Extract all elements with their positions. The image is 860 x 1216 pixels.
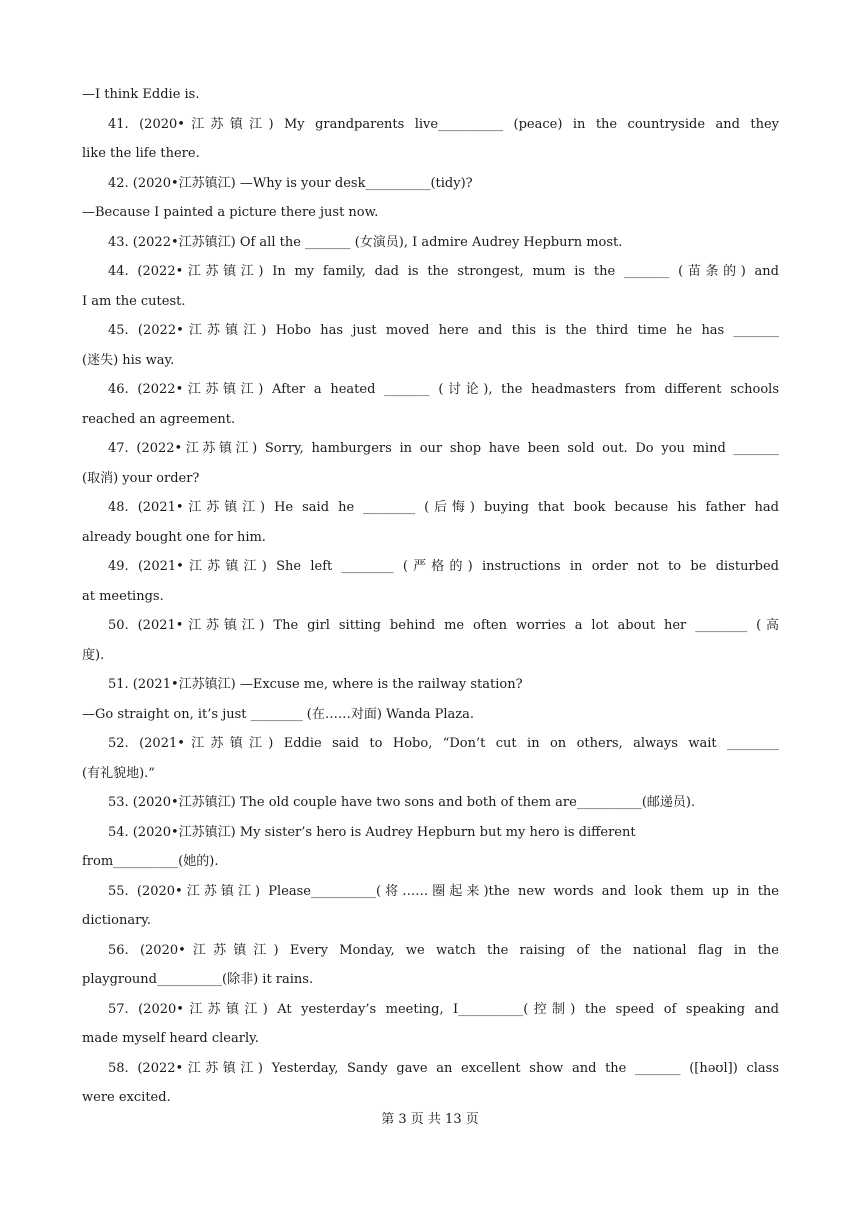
text-line: 度). xyxy=(82,647,105,663)
text-line: at meetings. xyxy=(82,588,164,604)
text-line: 56. (2020•江苏镇江) Every Monday, we watch the raising of the national flag in the xyxy=(108,942,779,958)
text-line: (有礼貌地).” xyxy=(82,765,155,781)
text-line: —I think Eddie is. xyxy=(82,87,200,102)
text-line: 50. (2021•江苏镇江) The girl sitting behind me often worries a lot about her ________ (高 xyxy=(108,618,779,633)
text-line: 47. (2022•江苏镇江) Sorry, hamburgers in our shop have been sold out. Do you mind _______ xyxy=(108,441,779,456)
text-line: —Go straight on, it’s just ________ (在……对面) Wanda Plaza. xyxy=(82,706,474,722)
text-line: like the life there. xyxy=(82,146,200,161)
text-line: 43. (2022•江苏镇江) Of all the _______ (女演员), I admire Audrey Hepburn most. xyxy=(108,234,623,250)
text-line: 48. (2021•江苏镇江) He said he ________ (后悔) buying that book because his father had xyxy=(108,500,779,515)
text-line: were excited. xyxy=(82,1090,171,1105)
text-line: 57. (2020•江苏镇江) At yesterday’s meeting, I__________(控制) the speed of speaking and xyxy=(108,1001,779,1017)
text-line: (取消) your order? xyxy=(82,470,200,486)
text-line: —Because I painted a picture there just now. xyxy=(82,205,379,220)
text-line: 45. (2022•江苏镇江) Hobo has just moved here and this is the third time he has _______ xyxy=(108,323,779,338)
text-line: 42. (2020•江苏镇江) —Why is your desk__________(tidy)? xyxy=(108,175,473,191)
text-line: playground__________(除非) it rains. xyxy=(82,972,314,987)
text-line: 49. (2021•江苏镇江) She left ________ (严格的) instructions in order not to be disturbed xyxy=(108,559,779,574)
page-footer: 第 3 页 共 13 页 xyxy=(381,1112,479,1127)
text-line: 55. (2020•江苏镇江) Please__________(将……圈起来)the new words and look them up in the xyxy=(108,883,779,899)
text-line: 52. (2021•江苏镇江) Eddie said to Hobo, “Don’t cut in on others, always wait ________ xyxy=(108,736,779,751)
text-line: from__________(她的). xyxy=(82,854,219,869)
text-line: 58. (2022•江苏镇江) Yesterday, Sandy gave an excellent show and the _______ ([həʊl]) class xyxy=(108,1060,779,1076)
text-line: 41. (2020•江苏镇江) My grandparents live__________ (peace) in the countryside and they xyxy=(108,116,779,132)
text-line: 54. (2020•江苏镇江) My sister’s hero is Audrey Hepburn but my hero is different xyxy=(108,824,636,840)
text-line: 44. (2022•江苏镇江) In my family, dad is the strongest, mum is the _______ (苗条的) and xyxy=(108,264,779,279)
text-line: dictionary. xyxy=(82,913,152,928)
text-line: 53. (2020•江苏镇江) The old couple have two sons and both of them are__________(邮递员). xyxy=(108,795,696,810)
text-line: I am the cutest. xyxy=(82,293,186,309)
text-line: made myself heard clearly. xyxy=(82,1031,259,1046)
text-line: 46. (2022•江苏镇江) After a heated _______ (讨论), the headmasters from different schools xyxy=(108,382,779,397)
text-line: (迷失) his way. xyxy=(82,352,175,368)
text-line: 51. (2021•江苏镇江) —Excuse me, where is the railway station? xyxy=(108,677,523,692)
text-line: already bought one for him. xyxy=(82,529,266,545)
text-line: reached an agreement. xyxy=(82,411,236,427)
exercise-list xyxy=(82,80,779,1113)
